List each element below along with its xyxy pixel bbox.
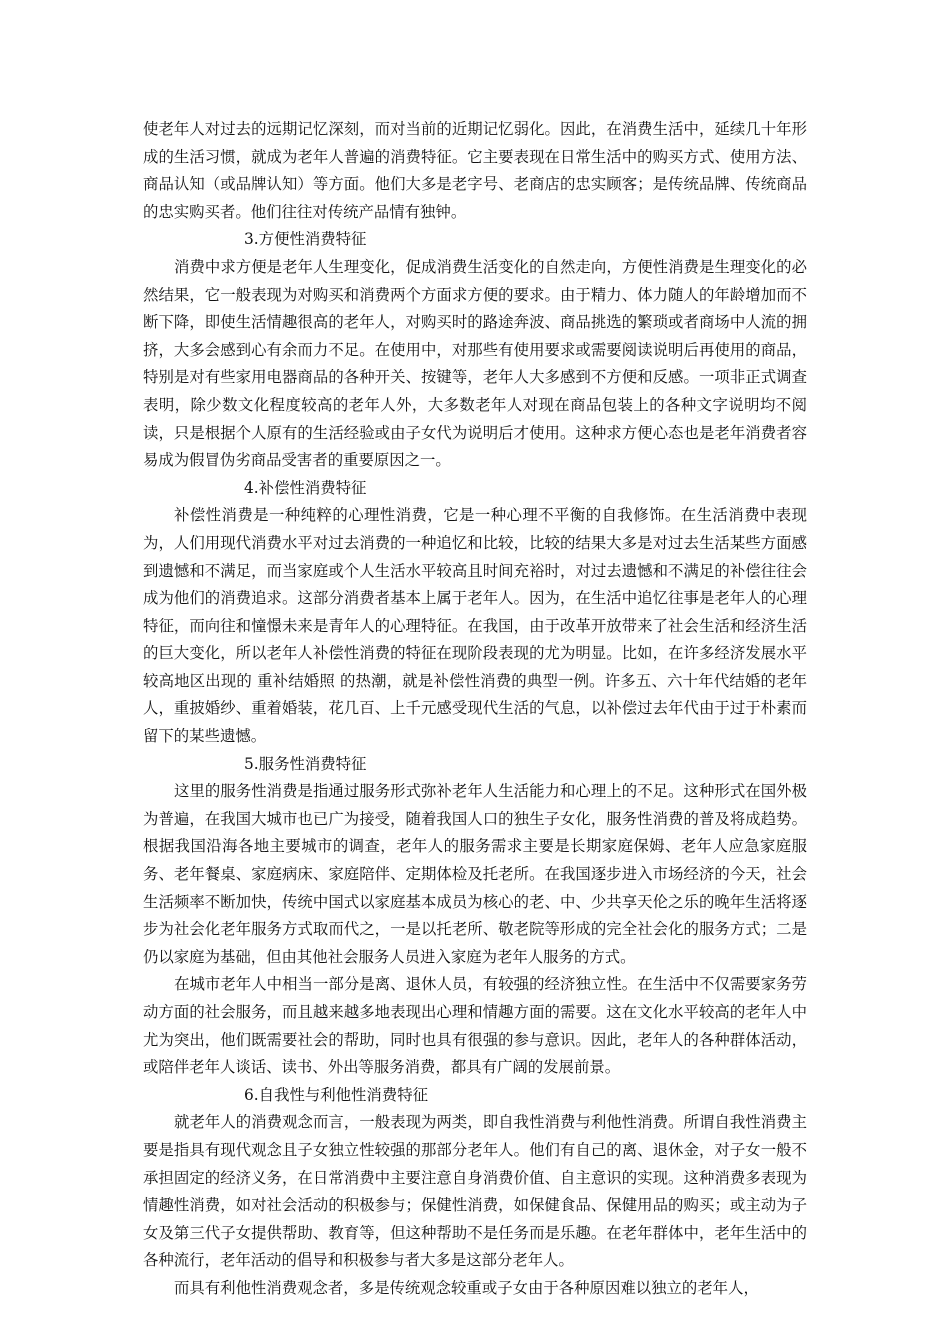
paragraph-self-altruistic-2: 而具有利他性消费观念者，多是传统观念较重或子女由于各种原因难以独立的老年人， [174, 1278, 759, 1297]
paragraph-intro: 使老年人对过去的远期记忆深刻，而对当前的近期记忆弱化。因此，在消费生活中，延续几十年形成的生活习惯，就成为老年人普遍的消费特征。它主要表现在日常生活中的购买方式、使用方法、商品认知（或品牌认知）等方面。他们大多是老字号、老商店的忠实顾客；是传统品牌、传统商品的忠实购买者。他们往往对传统产品情有独钟。 [143, 120, 807, 221]
paragraph-self-altruistic-1: 就老年人的消费观念而言，一般表现为两类，即自我性消费与利他性消费。所谓自我性消费主要是指具有现代观念且子女独立性较强的那部分老年人。他们有自己的离、退休金，对子女一般不承担固定的经济义务，在日常消费中主要注意自身消费价值、自主意识的实现。这种消费多表现为情趣性消费，如对社会活动的积极参与；保健性消费，如保健食品、保健用品的购买；或主动为子女及第三代子女提供帮助、教育等，但这种帮助不是任务而是乐趣。在老年群体中，老年生活中的各种流行，老年活动的倡导和积极参与者大多是这部分老年人。 [143, 1113, 807, 1270]
section-heading-service: 5.服务性消费特征 [244, 754, 367, 773]
paragraph-service-2: 在城市老年人中相当一部分是离、退休人员，有较强的经济独立性。在生活中不仅需要家务劳动方面的社会服务，而且越来越多地表现出心理和情趣方面的需要。这在文化水平较高的老年人中尤为突出，他们既需要社会的帮助，同时也具有很强的参与意识。因此，老年人的各种群体活动，或陪伴老年人谈话、读书、外出等服务消费，都具有广阔的发展前景。 [143, 975, 807, 1077]
section-heading-compensation: 4.补偿性消费特征 [244, 478, 367, 497]
paragraph-service-1: 这里的服务性消费是指通过服务形式弥补老年人生活能力和心理上的不足。这种形式在国外极为普遍，在我国大城市也已广为接受，随着我国人口的独生子女化，服务性消费的普及将成趋势。根据我国沿海各地主要城市的调查，老年人的服务需求主要是长期家庭保姆、老年人应急家庭服务、老年餐桌、家庭病床、家庭陪伴、定期体检及托老所。在我国逐步进入市场经济的今天，社会生活频率不断加快，传统中国式以家庭基本成员为核心的老、中、少共享天伦之乐的晚年生活将逐步为社会化老年服务方式取而代之，一是以托老所、敬老院等形成的完全社会化的服务方式；二是仍以家庭为基础，但由其他社会服务人员进入家庭为老年人服务的方式。 [143, 782, 807, 966]
paragraph-convenience: 消费中求方便是老年人生理变化，促成消费生活变化的自然走向，方便性消费是生理变化的必然结果，它一般表现为对购买和消费两个方面求方便的要求。由于精力、体力随人的年龄增加而不断下降，即使生活情趣很高的老年人，对购买时的路途奔波、商品挑选的繁琐或者商场中人流的拥挤，大多会感到心有余而力不足。在使用中，对那些有使用要求或需要阅读说明后再使用的商品，特别是对有些家用电器商品的各种开关、按键等，老年人大多感到不方便和反感。一项非正式调查表明，除少数文化程度较高的老年人外，大多数老年人对现在商品包装上的各种文字说明均不阅读，只是根据个人原有的生活经验或由子女代为说明后才使用。这种求方便心态也是老年消费者容易成为假冒伪劣商品受害者的重要原因之一。 [143, 257, 807, 470]
document-page [143, 116, 807, 1303]
section-heading-self-altruistic: 6.自我性与利他性消费特征 [244, 1085, 428, 1104]
section-heading-convenience: 3.方便性消费特征 [244, 230, 367, 249]
paragraph-compensation: 补偿性消费是一种纯粹的心理性消费，它是一种心理不平衡的自我修饰。在生活消费中表现为，人们用现代消费水平对过去消费的一种追忆和比较，比较的结果大多是对过去生活某些方面感到遗憾和不满足，而当家庭或个人生活水平较高且时间充裕时，对过去遗憾和不满足的补偿往往会成为他们的消费追求。这部分消费者基本上属于老年人。因为，在生活中追忆往事是老年人的心理特征，而向往和憧憬未来是青年人的心理特征。在我国，由于改革开放带来了社会生活和经济生活的巨大变化，所以老年人补偿性消费的特征在现阶段表现的尤为明显。比如，在许多经济发展水平较高地区出现的 重补结婚照 的热潮，就是补偿性消费的典型一例。许多五、六十年代结婚的老年人，重披婚纱、重着婚装，花几百、上千元感受现代生活的气息，以补偿过去年代由于过于朴素而留下的某些遗憾。 [143, 506, 807, 746]
